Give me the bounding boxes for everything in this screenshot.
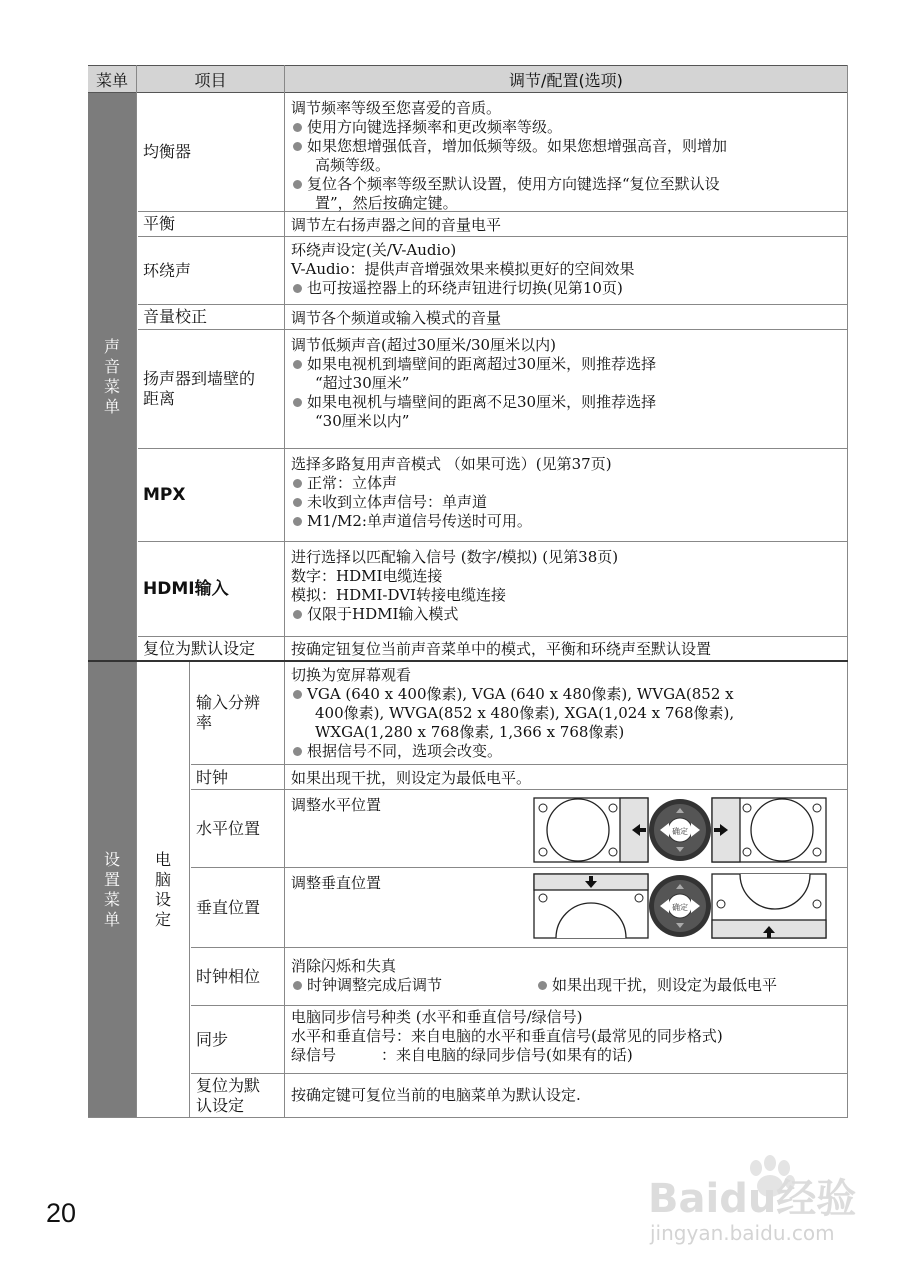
adjust-cell <box>291 336 841 431</box>
sound-menu-label: 声 音 菜 单 <box>88 93 136 660</box>
adjust-cell <box>291 640 841 659</box>
text-line: 置”，然后按确定键。 <box>315 194 458 212</box>
text-line: 调节各个频道或输入模式的音量 <box>291 309 502 327</box>
bullet-line: 也可按遥控器上的环绕声钮进行切换(见第10页) <box>291 279 841 298</box>
grid-line <box>284 65 285 1117</box>
text-line: 调节低频声音(超过30厘米/30厘米以内) <box>291 336 556 354</box>
item-label: 时钟 <box>196 767 229 787</box>
adjust-cell <box>291 1086 841 1105</box>
adjust-cell <box>291 99 841 213</box>
item-label: 音量校正 <box>143 307 208 326</box>
text-line: 水平和垂直信号：来自电脑的水平和垂直信号(最常见的同步格式) <box>291 1027 723 1045</box>
text-line: V-Audio：提供声音增强效果来模拟更好的空间效果 <box>291 260 635 278</box>
text-line: 环绕声设定(关/V-Audio) <box>291 241 457 259</box>
pc-settings-label: 电 脑 设 定 <box>154 849 171 929</box>
bullet-line: VGA (640 x 400像素), VGA (640 x 480像素), WVGA(852 x <box>291 685 841 704</box>
item-label: 同步 <box>196 1029 229 1049</box>
horizontal-position-illustration <box>532 796 828 864</box>
item-label: 时钟相位 <box>196 966 261 986</box>
text-line: 选择多路复用声音模式 （如果可选）(见第37页) <box>291 455 612 473</box>
adjust-cell <box>291 769 841 788</box>
item-label: 平衡 <box>143 214 176 233</box>
item-label: 均衡器 <box>143 142 192 161</box>
bullet-line: 时钟调整完成后调节 <box>291 976 841 995</box>
ok-button-label: 确定 <box>672 827 688 836</box>
bullet-line: 根据信号不同，选项会改变。 <box>291 742 841 761</box>
item-label: 环绕声 <box>143 260 192 280</box>
text-line: 绿信号 ：来自电脑的绿同步信号(如果有的话) <box>291 1046 633 1064</box>
text-line: 电脑同步信号种类 (水平和垂直信号/绿信号) <box>291 1008 583 1026</box>
row-divider <box>191 867 848 868</box>
text-line: WXGA(1,280 x 768像素, 1,366 x 768像素) <box>315 723 625 741</box>
text-line: 调整垂直位置 <box>291 874 382 892</box>
grid-line <box>189 662 190 1117</box>
header-col-item: 项目 <box>137 65 284 93</box>
grid-line <box>847 65 848 1117</box>
text-line: 按确定钮复位当前声音菜单中的模式，平衡和环绕声至默认设置 <box>291 640 712 658</box>
item-label: 复位为默认设定 <box>143 638 256 658</box>
bullet-line: 使用方向键选择频率和更改频率等级。 <box>291 118 841 137</box>
item-label: MPX <box>143 485 186 505</box>
row-divider <box>191 947 848 948</box>
adjust-cell <box>291 548 841 624</box>
adjust-cell <box>291 455 841 531</box>
table-bottom <box>88 1117 848 1118</box>
header-col-adjust: 调节/配置(选项) <box>285 65 847 93</box>
row-divider <box>191 1073 848 1074</box>
row-divider <box>191 1005 848 1006</box>
adjust-cell <box>291 309 841 328</box>
text-line: 模拟：HDMI-DVI转接电缆连接 <box>291 586 506 604</box>
bullet-line: 仅限于HDMI输入模式 <box>291 605 841 624</box>
watermark <box>644 1150 874 1250</box>
row-divider <box>191 789 848 790</box>
header-col-menu: 菜单 <box>88 65 136 93</box>
text-line: 数字：HDMI电缆连接 <box>291 567 443 585</box>
bullet-line: 如果您想增强低音，增加低频等级。如果您想增强高音，则增加 <box>291 137 841 156</box>
text-line: “30厘米以内” <box>315 412 410 430</box>
setup-menu-label: 设 置 菜 单 <box>88 662 136 1117</box>
text-line: 按确定键可复位当前的电脑菜单为默认设定. <box>291 1086 581 1104</box>
bullet-line: 如果电视机与墙壁间的距离不足30厘米，则推荐选择 <box>291 393 841 412</box>
text-line: 进行选择以匹配输入信号 (数字/模拟) (见第38页) <box>291 548 619 566</box>
adjust-cell <box>291 241 841 298</box>
adjust-cell <box>291 216 841 235</box>
watermark-brand: Baidu经验 <box>648 1176 857 1222</box>
vertical-position-illustration <box>532 872 828 940</box>
item-label: 输入分辨率 <box>196 693 261 732</box>
page-number: 20 <box>46 1198 77 1228</box>
row-divider <box>191 764 848 765</box>
text-line: 高频等级。 <box>315 156 391 174</box>
item-label: 水平位置 <box>196 818 261 838</box>
text-line: 如果出现干扰，则设定为最低电平。 <box>291 769 532 787</box>
text-line: 调节频率等级至您喜爱的音质。 <box>291 99 502 117</box>
bullet-line: M1/M2:单声道信号传送时可用。 <box>291 512 841 531</box>
text-line: 400像素), WVGA(852 x 480像素), XGA(1,024 x 768像素), <box>315 704 735 722</box>
item-label: HDMI输入 <box>143 579 229 599</box>
bullet-line: 正常：立体声 <box>291 474 841 493</box>
text-line: 消除闪烁和失真 <box>291 957 397 975</box>
clock-phase-extra-bullet: 如果出现干扰，则设定为最低电平 <box>536 976 777 995</box>
item-label: 扬声器到墙壁的距离 <box>143 369 256 408</box>
grid-line <box>136 65 137 1117</box>
bullet-line: 复位各个频率等级至默认设置，使用方向键选择“复位至默认设 <box>291 175 841 194</box>
baidu-paw-icon <box>644 1150 874 1250</box>
text-line: 调节左右扬声器之间的音量电平 <box>291 216 502 234</box>
bullet-line: 如果电视机到墙壁间的距离超过30厘米，则推荐选择 <box>291 355 841 374</box>
text-line: 切换为宽屏幕观看 <box>291 666 412 684</box>
item-label: 复位为默认设定 <box>196 1075 261 1115</box>
adjust-cell <box>291 666 841 761</box>
watermark-url: jingyan.baidu.com <box>650 1221 835 1245</box>
ok-button-label: 确定 <box>672 903 688 912</box>
item-label: 垂直位置 <box>196 897 261 917</box>
text-line: “超过30厘米” <box>315 374 410 392</box>
bullet-line: 未收到立体声信号：单声道 <box>291 493 841 512</box>
adjust-cell <box>291 1008 841 1065</box>
text-line: 调整水平位置 <box>291 796 382 814</box>
